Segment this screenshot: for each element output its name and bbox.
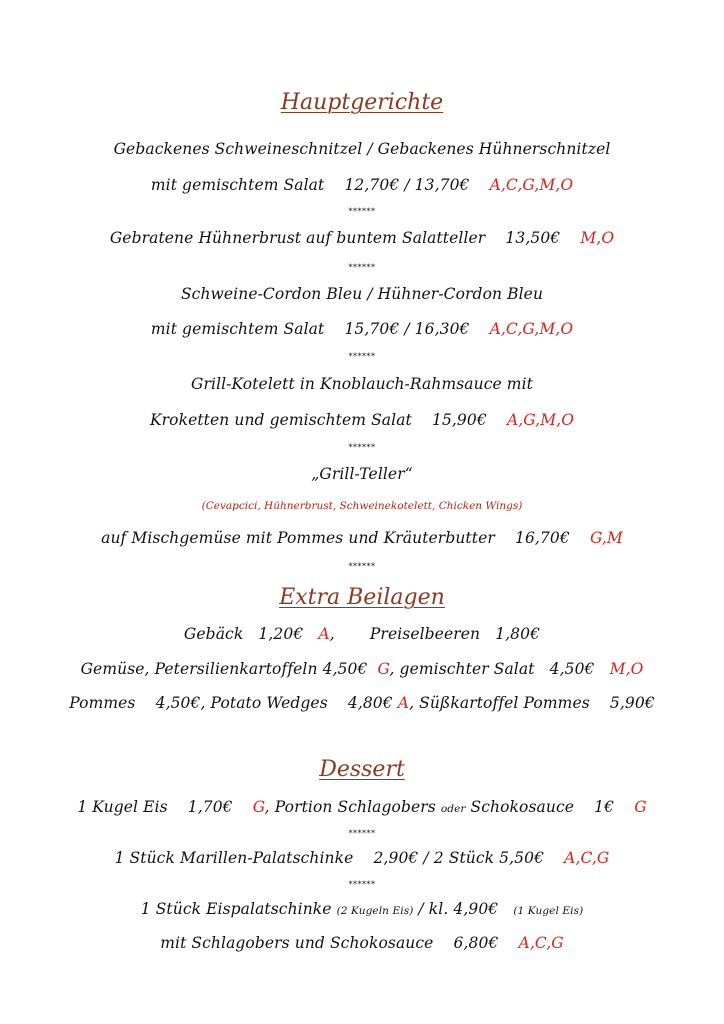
item-note: (2 Kugeln Eis): [336, 905, 414, 917]
menu-item-cordon-line2: [0, 320, 724, 338]
item-price: 4,80€: [347, 694, 393, 712]
section-title-dessert: Dessert: [319, 757, 405, 782]
allergen-codes: A,C,G: [564, 849, 610, 867]
separator: ******: [348, 443, 376, 452]
section-title-hauptgerichte: Hauptgerichte: [280, 90, 444, 115]
item-price: 2,90€ / 2 Stück 5,50€: [373, 849, 545, 867]
menu-item-huehnerbrust: [0, 229, 724, 247]
item-price: 4,50€: [155, 694, 201, 712]
menu-item-schnitzel-line2: [0, 176, 724, 194]
item-name: 1 Kugel Eis: [77, 798, 168, 816]
allergen-codes: A,G,M,O: [506, 411, 575, 429]
item-price: 15,70€ / 16,30€: [344, 320, 470, 338]
item-name: Gebäck: [183, 625, 244, 643]
dessert-row-eis: 1 Kugel Eis 1,70€ G, Portion Schlagobers oder Schokosauce 1€ G: [77, 798, 647, 816]
item-price: / kl. 4,90€: [418, 900, 499, 918]
allergen-codes: G: [377, 660, 390, 678]
item-price: 16,70€: [514, 529, 570, 547]
menu-item-schnitzel-line1: Gebackenes Schweineschnitzel / Gebackenes Hühnerschnitzel: [113, 140, 611, 158]
menu-item-grillteller-note: (Cevapcici, Hühnerbrust, Schweinekotelett, Chicken Wings): [201, 500, 523, 512]
allergen-codes: A,C,G,M,O: [489, 320, 574, 338]
dessert-row-eispalatschinke-line2: [0, 934, 724, 952]
dessert-row-marillen: [0, 849, 724, 867]
item-description: mit gemischtem Salat: [150, 176, 325, 194]
item-name: gemischter Salat: [399, 660, 535, 678]
beilagen-row-2: Gemüse, Petersilienkartoffeln 4,50€ G, gemischter Salat 4,50€ M,O: [80, 660, 644, 678]
item-price: 4,50€: [549, 660, 595, 678]
allergen-codes: M,O: [609, 660, 644, 678]
beilagen-row-1: Gebäck 1,20€ A, Preiselbeeren 1,80€: [183, 625, 541, 643]
item-name: Preiselbeeren: [369, 625, 481, 643]
item-name: Gebratene Hühnerbrust auf buntem Salatteller: [109, 229, 486, 247]
item-name: Portion Schlagobers: [274, 798, 436, 816]
item-description: Kroketten und gemischtem Salat: [149, 411, 412, 429]
allergen-codes: A: [318, 625, 330, 643]
section-title-beilagen: Extra Beilagen: [279, 585, 445, 610]
menu-item-kotelett-line1: Grill-Kotelett in Knoblauch-Rahmsauce mit: [191, 375, 533, 393]
item-price: 15,90€: [431, 411, 487, 429]
item-name: Süßkartoffel Pommes: [419, 694, 590, 712]
item-price: 1,80€: [495, 625, 541, 643]
allergen-codes: G: [634, 798, 647, 816]
menu-item-grillteller-name: „Grill-Teller“: [311, 465, 413, 483]
item-price: 4,50€: [322, 660, 368, 678]
allergen-codes: G: [252, 798, 265, 816]
item-price: 1,70€: [187, 798, 233, 816]
allergen-codes: A: [397, 694, 410, 712]
item-description: mit gemischtem Salat: [150, 320, 325, 338]
separator: ******: [348, 829, 376, 838]
dessert-row-eispalatschinke: [0, 900, 724, 918]
beilagen-row-3: Pommes 4,50€, Potato Wedges 4,80€ A, Süßkartoffel Pommes 5,90€: [69, 694, 655, 712]
allergen-codes: G,M: [589, 529, 623, 547]
item-name: Schokosauce: [470, 798, 575, 816]
item-note: (1 Kugel Eis): [513, 905, 584, 917]
menu-item-cordon-line1: Schweine-Cordon Bleu / Hühner-Cordon Bleu: [180, 285, 544, 303]
separator: ******: [348, 562, 376, 571]
item-name: Gemüse, Petersilienkartoffeln: [80, 660, 318, 678]
item-price: 12,70€ / 13,70€: [344, 176, 470, 194]
separator: ******: [348, 352, 376, 361]
item-name: 1 Stück Marillen-Palatschinke: [114, 849, 354, 867]
item-description: mit Schlagobers und Schokosauce: [160, 934, 434, 952]
item-price: 1€: [594, 798, 615, 816]
item-name: Pommes: [69, 694, 136, 712]
item-name: Potato Wedges: [210, 694, 328, 712]
menu-item-grillteller-line2: [0, 529, 724, 547]
item-name: 1 Stück Eispalatschinke: [140, 900, 332, 918]
allergen-codes: M,O: [580, 229, 615, 247]
menu-item-kotelett-line2: [0, 411, 724, 429]
item-price: 13,50€: [505, 229, 561, 247]
separator: ******: [348, 263, 376, 272]
separator: ******: [348, 207, 376, 216]
separator: ******: [348, 880, 376, 889]
item-price: 6,80€: [453, 934, 499, 952]
allergen-codes: A,C,G,M,O: [489, 176, 574, 194]
item-price: 5,90€: [609, 694, 655, 712]
allergen-codes: A,C,G: [518, 934, 564, 952]
item-price: 1,20€: [258, 625, 304, 643]
item-connector: oder: [440, 803, 466, 815]
item-description: auf Mischgemüse mit Pommes und Kräuterbutter: [101, 529, 495, 547]
